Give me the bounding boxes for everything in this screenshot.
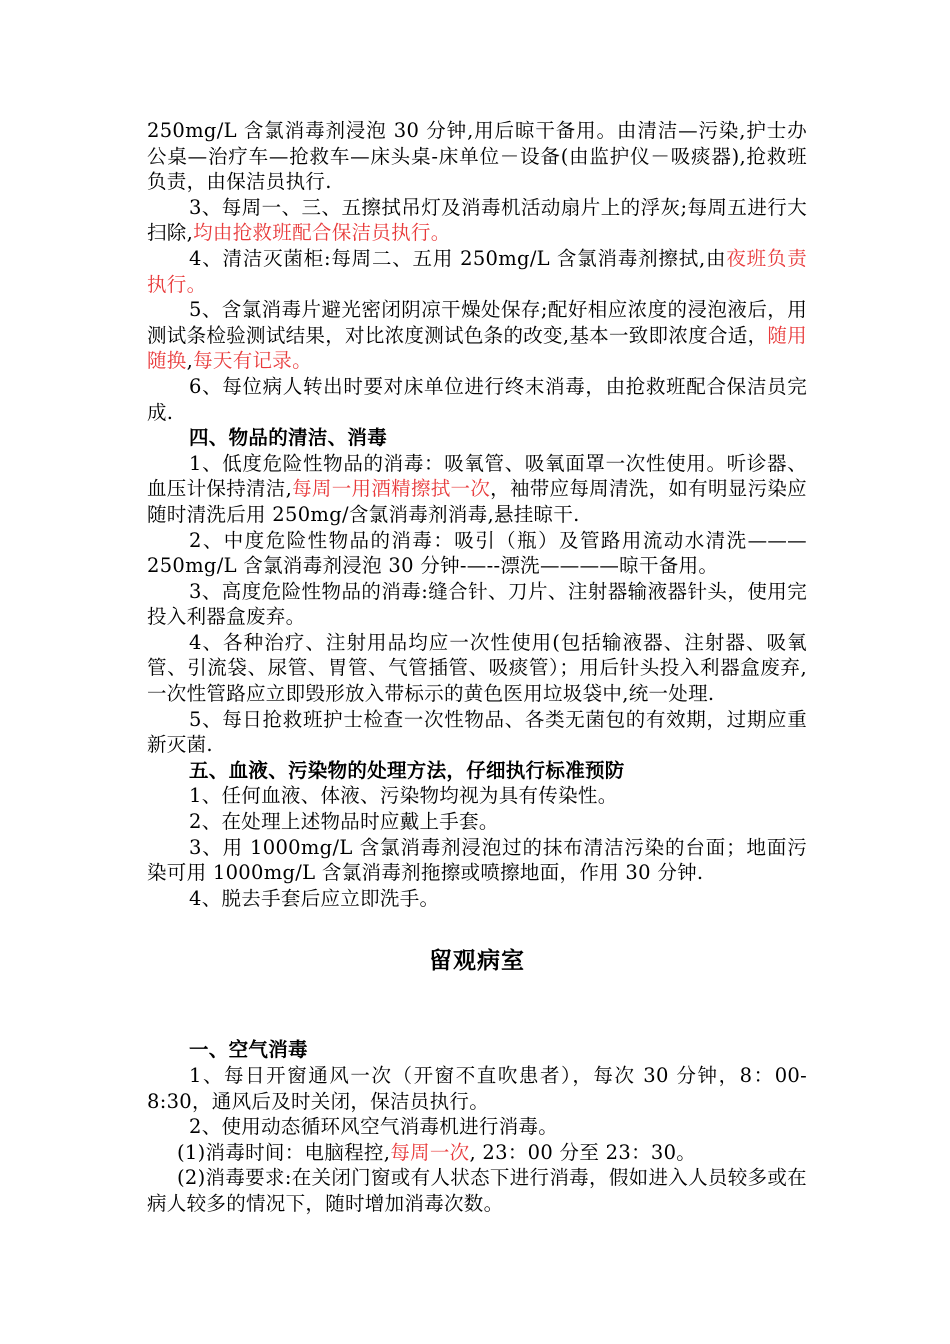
- paragraph: [147, 374, 807, 425]
- paragraph: [147, 195, 807, 246]
- blood-handling-paragraphs: [147, 783, 807, 911]
- ward-section-title: 留观病室: [429, 948, 525, 975]
- highlighted-text: 每周一次: [390, 1140, 470, 1164]
- paragraph: [147, 297, 807, 374]
- text-run: 3、用 1000mg/L 含氯消毒剂浸泡过的抹布清洁污染的台面；地面污染可用 1000mg/L 含氯消毒剂拖擦或喷擦地面，作用 30 分钟.: [147, 835, 807, 885]
- highlighted-text: 每天有记录。: [193, 349, 312, 373]
- text-run: , 23：00 分至 23：30。: [469, 1140, 697, 1164]
- text-run: 3、每周一、三、五擦拭吊灯及消毒机活动扇片上的浮灰;每周五进行大扫除,: [147, 195, 807, 245]
- section-spacer: [147, 981, 807, 1037]
- paragraph: [147, 886, 807, 912]
- document-page: [147, 118, 807, 1217]
- paragraph: [147, 451, 807, 528]
- text-run: ，袖带应每周清洗，如有明显污染应随时清洗后用 250mg/含氯消毒剂消毒,悬挂晾干.: [147, 477, 807, 526]
- paragraph: [147, 783, 807, 809]
- section-heading-blood-handling: 五、血液、污染物的处理方法，仔细执行标准预防: [189, 758, 625, 782]
- text-run: 3、高度危险性物品的消毒:缝合针、刀片、注射器输液器针头，使用完投入利器盒废弃。: [147, 579, 807, 629]
- highlighted-text: 每周一用酒精擦拭一次: [292, 477, 491, 501]
- text-run: 4、脱去手套后应立即洗手。: [189, 886, 440, 910]
- text-run: ,: [186, 349, 194, 373]
- air-disinfection-paragraphs: [147, 1063, 807, 1217]
- paragraph: [147, 835, 807, 886]
- text-run: 1、任何血液、体液、污染物均视为具有传染性。: [189, 784, 618, 808]
- text-run: 4、各种治疗、注射用品均应一次性使用(包括输液器、注射器、吸氧管、引流袋、尿管、胃管、气管插管、吸痰管）；用后针头投入利器盒废弃,一次性管路应立即毁形放入带标示的黄色医用垃圾袋中,统一处理.: [147, 630, 807, 706]
- section-heading-item-disinfection: 四、物品的清洁、消毒: [189, 426, 388, 450]
- paragraph: [147, 630, 807, 707]
- paragraph: [147, 1140, 807, 1166]
- text-run: 6、每位病人转出时要对床单位进行终末消毒，由抢救班配合保洁员完成.: [147, 374, 807, 424]
- text-run: 5、每日抢救班护士检查一次性物品、各类无菌包的有效期，过期应重新灭菌.: [147, 707, 807, 757]
- text-run: 1、每日开窗通风一次（开窗不直吹患者），每次 30 分钟，8：00-8:30，通风后及时关闭，保洁员执行。: [147, 1064, 807, 1113]
- item-disinfection-paragraphs: [147, 451, 807, 758]
- paragraph: [147, 579, 807, 630]
- paragraph: [147, 1114, 807, 1140]
- text-run: 250mg/L 含氯消毒剂浸泡 30 分钟,用后晾干备用。由清洁—污染,护士办公桌—治疗车—抢救车—床头桌-床单位－设备(由监护仪－吸痰器),抢救班负责，由保洁员执行.: [147, 119, 807, 194]
- text-run: 2、在处理上述物品时应戴上手套。: [189, 810, 499, 834]
- highlighted-text: 均由抢救班配合保洁员执行。: [193, 221, 451, 245]
- text-run: 5、含氯消毒片避光密闭阴凉干燥处保存;配好相应浓度的浸泡液后，用测试条检验测试结果，对比浓度测试色条的改变,基本一致即浓度合适，: [147, 298, 807, 347]
- text-run: 2、使用动态循环风空气消毒机进行消毒。: [189, 1115, 559, 1139]
- paragraph: [147, 1165, 807, 1216]
- paragraph: [147, 1063, 807, 1114]
- cleaning-paragraphs: [147, 118, 807, 425]
- paragraph: [147, 528, 807, 579]
- text-run: 2、中度危险性物品的消毒：吸引（瓶）及管路用流动水清洗———250mg/L 含氯消毒剂浸泡 30 分钟-—--漂洗————晾干备用。: [147, 528, 807, 578]
- text-run: (1)消毒时间：电脑程控,: [177, 1140, 391, 1164]
- paragraph: [147, 707, 807, 758]
- highlighted-text: 夜班负责执行。: [147, 246, 808, 296]
- highlighted-text: 随用随换: [147, 323, 807, 373]
- section-heading-air-disinfection: 一、空气消毒: [189, 1038, 308, 1062]
- text-run: (2)消毒要求:在关闭门窗或有人状态下进行消毒，假如进入人员较多或在病人较多的情况下，随时增加消毒次数。: [147, 1166, 807, 1215]
- text-run: 1、低度危险性物品的消毒：吸氧管、吸氧面罩一次性使用。听诊器、血压计保持清洁,: [147, 451, 807, 501]
- paragraph: [147, 118, 807, 195]
- paragraph: [147, 246, 807, 297]
- paragraph: [147, 809, 807, 835]
- text-run: 4、清洁灭菌柜:每周二、五用 250mg/L 含氯消毒剂擦拭,由: [189, 246, 727, 270]
